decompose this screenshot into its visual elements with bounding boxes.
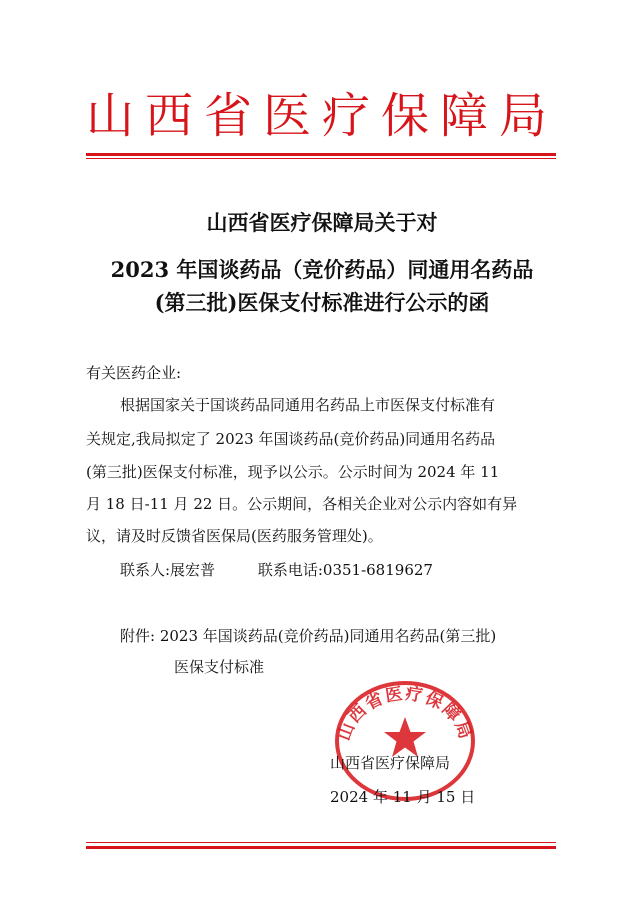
signer-organization: 山西省医疗保障局: [330, 754, 451, 772]
document-title-line-2: 2023 年国谈药品（竞价药品）同通用名药品: [110, 257, 534, 282]
body-line-4: 月 18 日-11 月 22 日。公示期间，各相关企业对公示内容如有异: [86, 495, 518, 513]
attachment-line-2: 医保支付标准: [174, 658, 265, 676]
footer-rule-thick: [86, 846, 556, 849]
footer-rule-thin: [86, 842, 556, 843]
letterhead-org-name: 山西省医疗保障局: [85, 88, 558, 144]
contact-person: 联系人:展宏普: [120, 561, 216, 579]
signature-date: 2024 年 11 月 15 日: [330, 788, 476, 806]
contact-info: [120, 559, 433, 580]
body-line-2: 关规定,我局拟定了 2023 年国谈药品(竞价药品)同通用名药品: [86, 430, 496, 448]
seal-star-icon: [384, 717, 426, 757]
addressee: 有关医药企业:: [86, 364, 182, 382]
attachment-line-1: 附件: 2023 年国谈药品(竞价药品)同通用名药品(第三批): [120, 627, 497, 645]
header-rule-thick: [86, 153, 556, 156]
seal-arc-text: 山西省医疗保障局: [334, 683, 476, 744]
contact-phone: 联系电话:0351-6819627: [257, 561, 433, 579]
document-title-line-3: (第三批)医保支付标准进行公示的函: [154, 290, 490, 315]
body-line-1: 根据国家关于国谈药品同通用名药品上市医保支付标准有: [120, 396, 496, 414]
header-rule-thin: [86, 158, 556, 159]
body-line-3: (第三批)医保支付标准，现予以公示。公示时间为 2024 年 11: [86, 463, 500, 481]
body-line-5: 议，请及时反馈省医保局(医药服务管理处)。: [86, 527, 383, 545]
document-title-line-1: 山西省医疗保障局关于对: [206, 210, 438, 235]
